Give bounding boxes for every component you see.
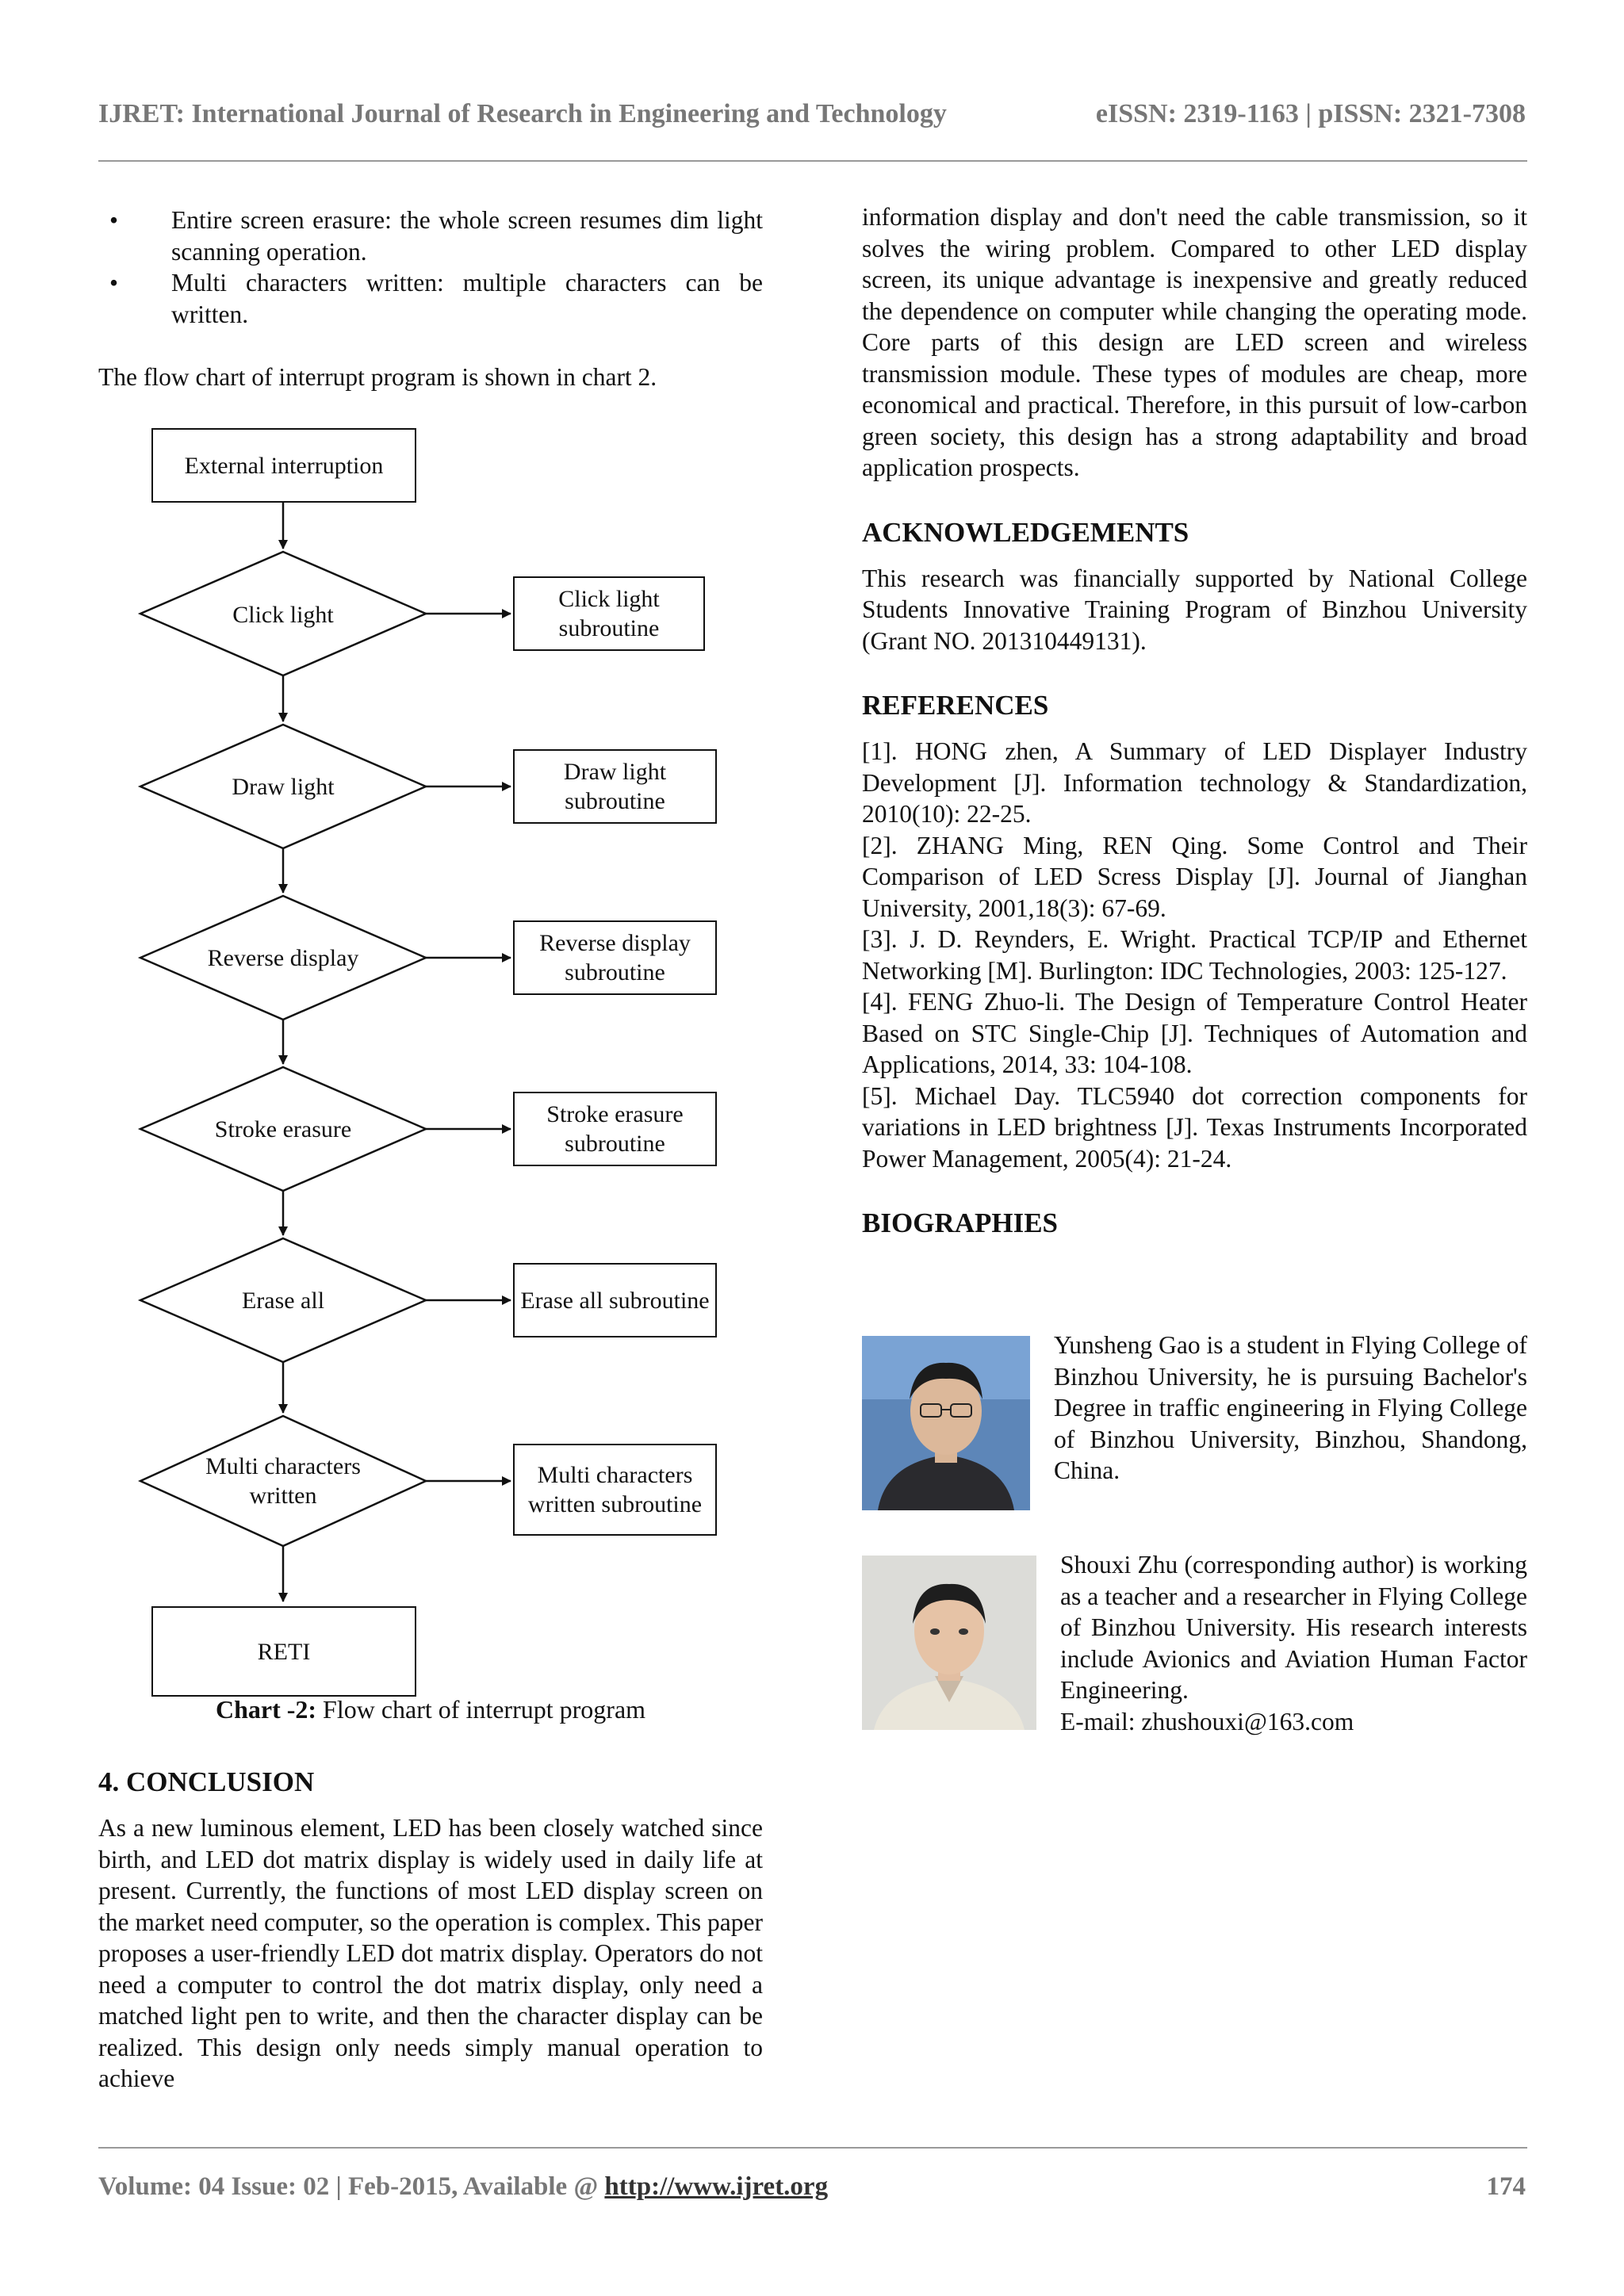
footer-volume <box>98 2172 828 2202</box>
flowchart-intro: The flow chart of interrupt program is shown in chart 2. <box>98 363 657 391</box>
left-column <box>98 205 763 393</box>
conclusion-section <box>98 1766 763 2095</box>
bullet-dot: • <box>109 269 119 297</box>
issn: eISSN: 2319-1163 | pISSN: 2321-7308 <box>1095 99 1526 128</box>
header-rule <box>98 160 1527 162</box>
reference-item: [5]. Michael Day. TLC5940 dot correction components for variations in LED brightness [J]. Texas Instruments Incorporated Power Management, 2005(4): 21-24. <box>862 1081 1527 1173</box>
portrait-icon <box>862 1556 1036 1730</box>
bio2-email: E-mail: zhushouxi@163.com <box>1060 1707 1354 1735</box>
conclusion-text: As a new luminous element, LED has been closely watched since birth, and LED dot matrix display is widely used in daily life at present. Currently, the functions of most LED display screen on the market need computer, so the operation is complex. This paper proposes a user-friendly LED dot matrix display. Operators do not need a computer to control the dot matrix display, only need a matched light pen to write, and then the character display can be realized. This design only needs simply manual operation to achieve <box>98 1814 763 2092</box>
reference-item: [1]. HONG zhen, A Summary of LED Displayer Industry Development [J]. Information technology & Standardization, 2010(10): 22-25. <box>862 737 1527 828</box>
right-column <box>862 201 1527 1239</box>
bullet-text: Multi characters written: multiple characters can be written. <box>171 269 763 328</box>
bullet-item <box>98 205 763 267</box>
bullet-item <box>98 267 763 330</box>
page-number: 174 <box>1486 2172 1526 2201</box>
decision-label: Multi characters written <box>205 1453 361 1509</box>
footer-rule <box>98 2147 1527 2149</box>
reference-list <box>862 736 1527 1174</box>
decision-label: Reverse display <box>207 944 359 971</box>
decision-label: Click light <box>232 601 334 628</box>
bullet-dot: • <box>109 206 119 234</box>
subroutine-box: Stroke erasure subroutine <box>513 1092 717 1166</box>
subroutine-box: Erase all subroutine <box>513 1263 717 1337</box>
footer-link[interactable]: http://www.ijret.org <box>604 2172 829 2201</box>
reference-item: [2]. ZHANG Ming, REN Qing. Some Control and Their Comparison of LED Scress Display [J]. Journal of Jianghan University, 2001,18(3): 67-69. <box>862 831 1527 922</box>
subroutine-box: Click light subroutine <box>513 576 705 651</box>
bio2-text: Shouxi Zhu (corresponding author) is working as a teacher and a researcher in Flying College of Binzhou University. His research interests include Avionics and Aviation Human Factor Engineering. <box>1060 1551 1527 1704</box>
bio2 <box>1060 1549 1527 1737</box>
bio-heading: BIOGRAPHIES <box>862 1207 1058 1238</box>
end-box: RETI <box>151 1606 416 1697</box>
decision-label: Stroke erasure <box>214 1115 352 1142</box>
bullet-text: Entire screen erasure: the whole screen resumes dim light scanning operation. <box>171 206 763 266</box>
bio1-text: Yunsheng Gao is a student in Flying College of Binzhou University, he is pursuing Bachelor's Degree in traffic engineering in Flying College of Binzhou University, Binzhou, Shandong, China. <box>1054 1331 1527 1484</box>
conclusion-heading: 4. CONCLUSION <box>98 1766 315 1797</box>
subroutine-box: Multi characters written subroutine <box>513 1444 717 1536</box>
author-photo <box>862 1556 1036 1730</box>
caption-label: Chart -2: <box>215 1695 317 1724</box>
footer-volume-text: Volume: 04 Issue: 02 | Feb-2015, Available @ <box>98 2172 605 2201</box>
decision-label: Erase all <box>241 1287 325 1314</box>
start-box: External interruption <box>151 428 416 503</box>
continuation-text: information display and don't need the cable transmission, so it solves the wiring problem. Compared to other LED display screen, its unique advantage is inexpensive and greatly reduced the dependence on computer while changing the operating mode. Core parts of this design are LED screen and wireless transmission module. These types of modules are cheap, more economical and practical. Therefore, in this pursuit of low-carbon green society, this design has a strong adaptability and broad application prospects. <box>862 203 1527 481</box>
reference-item: [4]. FENG Zhuo-li. The Design of Temperature Control Heater Based on STC Single-Chip [J]. Techniques of Automation and Applications, 2014, 33: 104-108. <box>862 988 1527 1078</box>
bio1 <box>1054 1330 1527 1487</box>
chart-caption <box>98 1695 763 1724</box>
decision-label: Draw light <box>232 773 335 800</box>
portrait-icon <box>862 1336 1030 1510</box>
ack-text: This research was financially supported by National College Students Innovative Training Program of Binzhou University (Grant NO. 201310449131). <box>862 564 1527 655</box>
refs-heading: REFERENCES <box>862 690 1049 721</box>
subroutine-box: Draw light subroutine <box>513 749 717 824</box>
journal-title: IJRET: International Journal of Research in Engineering and Technology <box>98 99 947 128</box>
reference-item: [3]. J. D. Reynders, E. Wright. Practical TCP/IP and Ethernet Networking [M]. Burlington: IDC Technologies, 2003: 125-127. <box>862 925 1527 985</box>
author-photo <box>862 1336 1030 1510</box>
ack-heading: ACKNOWLEDGEMENTS <box>862 516 1189 548</box>
caption-text: Flow chart of interrupt program <box>316 1695 646 1724</box>
subroutine-box: Reverse display subroutine <box>513 920 717 995</box>
